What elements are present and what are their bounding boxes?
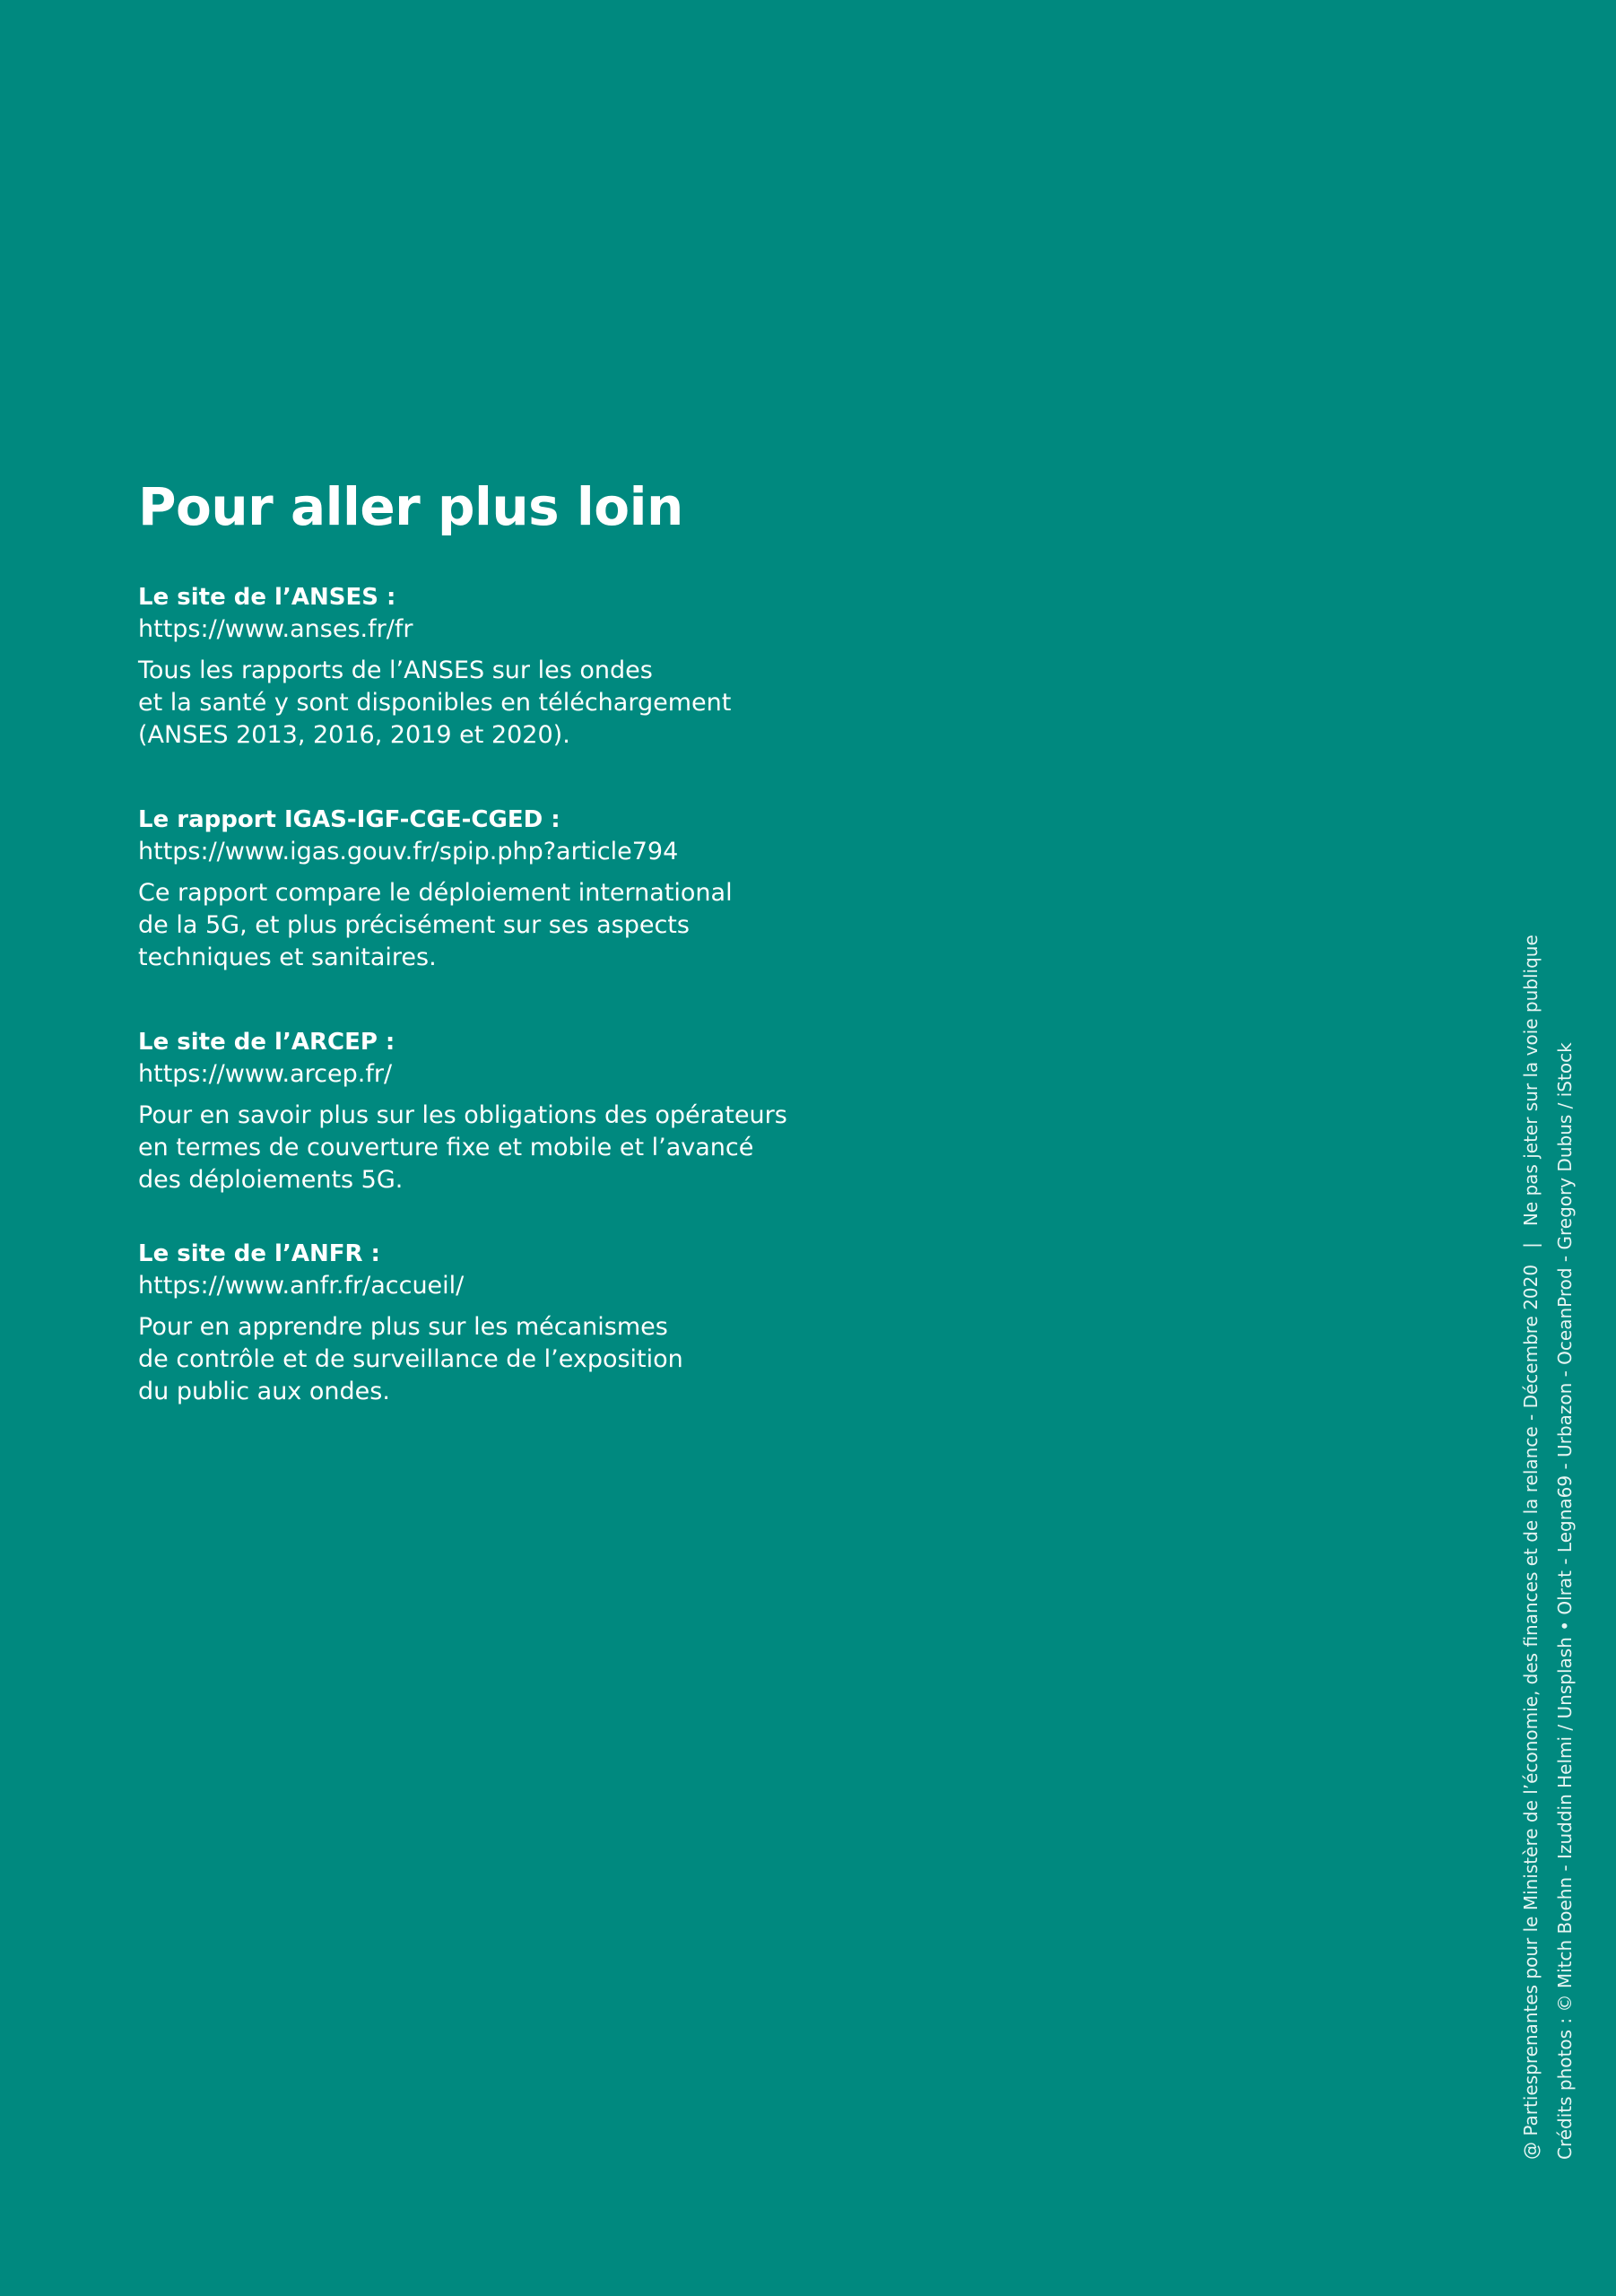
- credits-separator: |: [1520, 1242, 1542, 1248]
- section-description: Ce rapport compare le déploiement international de la 5G, et plus précisément sur ses aspects techniques et sanitaires.: [138, 879, 733, 971]
- publisher-notice: @ Partiesprenantes pour le Ministère de l’économie, des finances et de la relance - Décembre 2020: [1520, 1264, 1542, 2160]
- section-igas-report: [138, 804, 733, 974]
- credits-line-1: [1514, 814, 1548, 2160]
- igas-link[interactable]: https://www.igas.gouv.fr/spip.php?article794: [138, 838, 679, 865]
- section-arcep: [138, 1026, 787, 1196]
- section-description: Pour en apprendre plus sur les mécanismes de contrôle et de surveillance de l’exposition du public aux ondes.: [138, 1313, 683, 1405]
- section-heading: Le rapport IGAS-IGF-CGE-CGED :: [138, 806, 560, 833]
- disposal-notice: Ne pas jeter sur la voie publique: [1520, 935, 1542, 1227]
- section-heading: Le site de l’ANSES :: [138, 584, 396, 611]
- section-anses: [138, 581, 731, 752]
- page-title: Pour aller plus loin: [138, 476, 683, 537]
- vertical-credits: [1514, 814, 1582, 2160]
- section-anfr: [138, 1238, 683, 1408]
- section-heading: Le site de l’ARCEP :: [138, 1029, 395, 1056]
- arcep-link[interactable]: https://www.arcep.fr/: [138, 1060, 393, 1088]
- photo-credits: Crédits photos : © Mitch Boehn - Izuddin Helmi / Unsplash • Olrat - Legna69 - Urbazon - OceanProd - Gregory Dubus / iStock: [1554, 1042, 1576, 2160]
- section-description: Tous les rapports de l’ANSES sur les ondes et la santé y sont disponibles en téléchargement (ANSES 2013, 2016, 2019 et 2020).: [138, 657, 732, 749]
- section-heading: Le site de l’ANFR :: [138, 1240, 380, 1267]
- section-description: Pour en savoir plus sur les obligations des opérateurs en termes de couverture fixe et mobile et l’avancé des déploiements 5G.: [138, 1101, 787, 1194]
- main-content: [138, 466, 945, 1405]
- anfr-link[interactable]: https://www.anfr.fr/accueil/: [138, 1272, 465, 1300]
- anses-link[interactable]: https://www.anses.fr/fr: [138, 615, 413, 643]
